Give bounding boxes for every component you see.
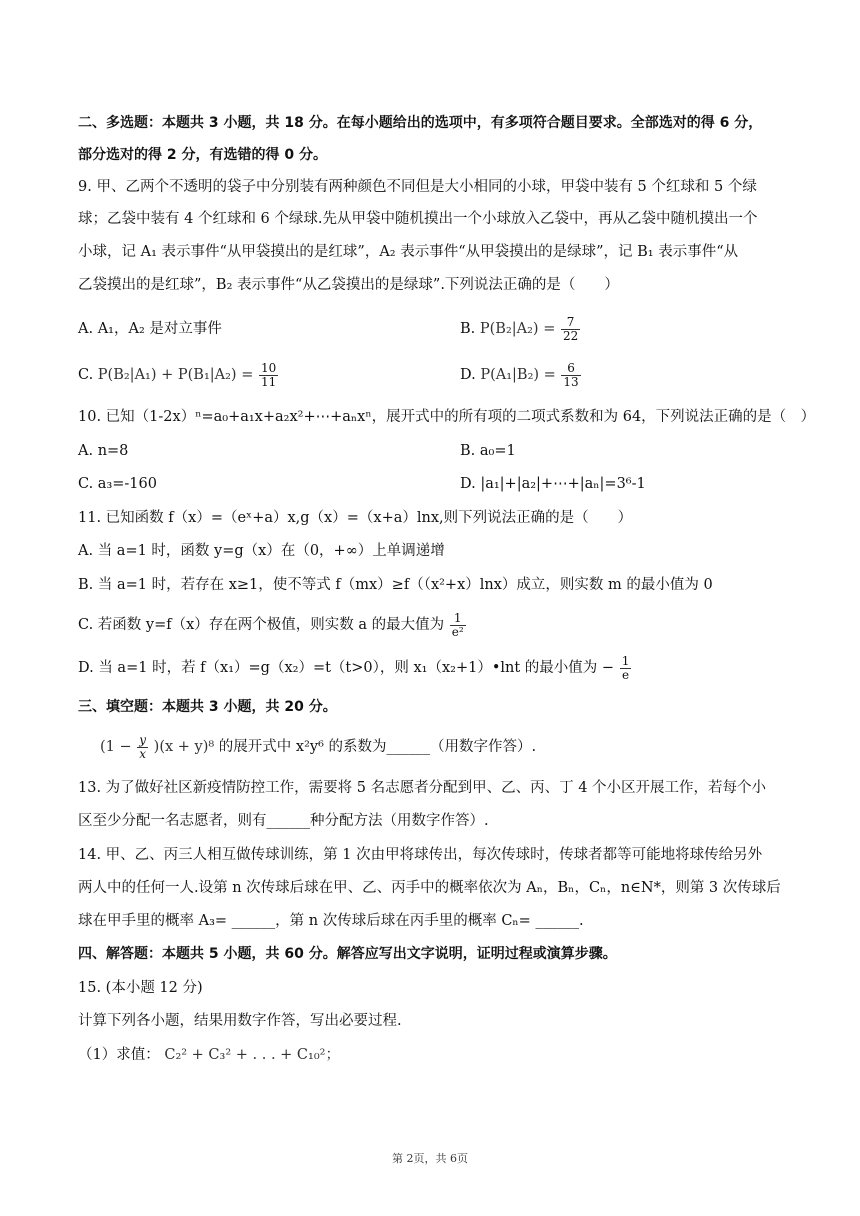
q11-option-d-fraction: $\frac{1}{e}$ [621, 653, 630, 682]
q9-option-c-expr: P(B₂|A₁) + P(B₁|A₂) = [97, 367, 254, 383]
q11-option-c-fraction: $\frac{1}{\text{e²}}$ [451, 610, 464, 639]
q12-text: 的展开式中 x²y⁶ 的系数为______（用数字作答）. [218, 739, 537, 755]
q12-fraction: $\frac{y}{x}$ [139, 732, 147, 761]
q14-line2: 两人中的任何一人.设第 n 次传球后球在甲、乙、丙手中的概率依次为 Aₙ，Bₙ，Cₙ，n∈N*，则第 3 次传球后 [78, 880, 781, 896]
q11-option-a: A. 当 a=1 时，函数 y=g（x）在（0，+∞）上单调递增 [78, 543, 445, 559]
q9-option-b: B. P(B₂|A₂) = $\frac{7}{22}$ [460, 314, 579, 343]
q9-options-cd [78, 360, 784, 390]
q12-expr-close: )(x + y)⁸ [153, 739, 215, 755]
q10-option-a: A. n=8 [78, 443, 129, 459]
q15-title: 15. (本小题 12 分) [78, 980, 203, 996]
q10-option-c: C. a₃=-160 [78, 476, 157, 492]
q9-option-c-fraction: $\frac{10}{11}$ [260, 360, 277, 389]
q9-option-d: D. P(A₁|B₂) = $\frac{6}{13}$ [460, 360, 579, 389]
q13-line1: 13. 为了做好社区新疫情防控工作，需要将 5 名志愿者分配到甲、乙、丙、丁 4 个小区开展工作，若每个小 [78, 780, 767, 796]
q11-stem: 11. 已知函数 f（x）=（eˣ+a）x,g（x）=（x+a）lnx,则下列说法正确的是（ ） [78, 510, 633, 526]
q9-options-ab [78, 314, 784, 344]
q9-option-d-fraction: $\frac{6}{13}$ [563, 360, 579, 389]
q9-line2: 球；乙袋中装有 4 个红球和 6 个绿球.先从甲袋中随机摸出一个小球放入乙袋中，再从乙袋中随机摸出一个 [78, 211, 758, 227]
q9-option-d-expr: P(A₁|B₂) = [480, 367, 556, 383]
q12-expr-open: (1 − [100, 739, 132, 755]
section-multiple-choice-heading [78, 108, 784, 138]
q10-option-b: B. a₀=1 [460, 443, 516, 459]
q14-line1: 14. 甲、乙、丙三人相互做传球训练，第 1 次由甲将球传出，每次传球时，传球者都等可能地将球传给另外 [78, 847, 763, 863]
section-multiple-choice-heading-cont [78, 140, 784, 170]
q15-part1: （1）求值： C₂² + C₃² + . . . + C₁₀²； [78, 1047, 340, 1063]
section-fill-in-heading: 三、填空题：本题共 3 小题，共 20 分。 [78, 699, 337, 715]
q15-description: 计算下列各小题，结果用数字作答，写出必要过程. [78, 1013, 402, 1029]
q13-line2: 区至少分配一名志愿者，则有______种分配方法（用数字作答）. [78, 813, 489, 829]
q11-option-d: D. 当 a=1 时，若 f（x₁）=g（x₂）=t（t>0），则 x₁（x₂+1）•lnt 的最小值为 − $\frac{1}{e}$ [78, 653, 630, 682]
section-solution-heading: 四、解答题：本题共 5 小题，共 60 分。解答应写出文字说明，证明过程或演算步骤。 [78, 946, 617, 962]
q9-line4: 乙袋摸出的是红球”，B₂ 表示事件“从乙袋摸出的是绿球”.下列说法正确的是（ ） [78, 277, 619, 293]
q9-option-b-fraction: $\frac{7}{22}$ [562, 314, 579, 343]
q10-stem: 10. 已知（1-2x）ⁿ=a₀+a₁x+a₂x²+⋯+aₙxⁿ，展开式中的所有项的二项式系数和为 64，下列说法正确的是（ ） [78, 409, 816, 425]
q9-option-c: C. P(B₂|A₁) + P(B₁|A₂) = $\frac{10}{11}$ [78, 360, 277, 389]
q9-line3: 小球，记 A₁ 表示事件“从甲袋摸出的是红球”，A₂ 表示事件“从甲袋摸出的是绿球”，记 B₁ 表示事件“从 [78, 244, 739, 260]
q9-option-a: A. A₁，A₂ 是对立事件 [78, 321, 222, 337]
q9-line1: 9. 甲、乙两个不透明的袋子中分别装有两种颜色不同但是大小相同的小球，甲袋中装有 5 个红球和 5 个绿 [78, 179, 757, 195]
q10-option-d: D. |a₁|+|a₂|+⋯+|aₙ|=3⁶-1 [460, 476, 646, 492]
q10-options-ab [78, 436, 784, 466]
q14-line3: 球在甲手里的概率 A₃= ______，第 n 次传球后球在丙手里的概率 Cₙ= ______. [78, 913, 584, 929]
q12 [78, 732, 784, 762]
section-heading-line1: 二、多选题：本题共 3 小题，共 18 分。在每小题给出的选项中，有多项符合题目要求。全部选对的得 6 分， [78, 115, 763, 131]
q11-option-b: B. 当 a=1 时，若存在 x≥1，使不等式 f（mx）≥f（（x²+x）lnx）成立，则实数 m 的最小值为 0 [78, 577, 713, 593]
page-footer: 第 2页，共 6页 [392, 1152, 468, 1165]
q11-option-c: C. 若函数 y=f（x）存在两个极值，则实数 a 的最大值为 $\frac{1}{\text{e²}}$ [78, 610, 464, 639]
q9-option-b-expr: P(B₂|A₂) = [479, 321, 556, 337]
section-heading-line2: 部分选对的得 2 分，有选错的得 0 分。 [78, 147, 327, 163]
q10-options-cd [78, 469, 784, 499]
q15-part1-expr: C₂² + C₃² + . . . + C₁₀²； [164, 1047, 340, 1063]
